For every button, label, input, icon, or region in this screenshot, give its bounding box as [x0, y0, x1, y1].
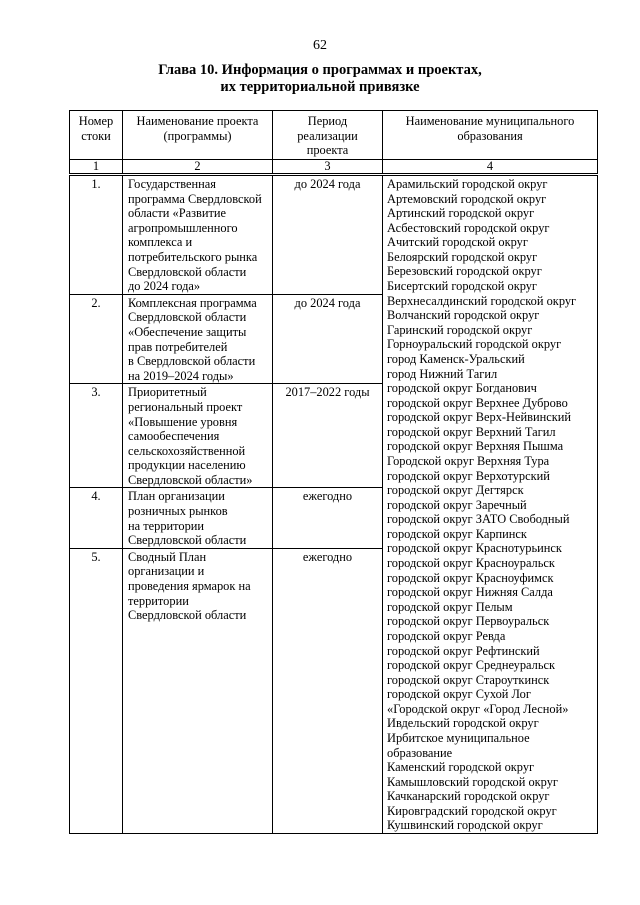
municipality-item: городской округ Первоуральск: [387, 614, 550, 629]
project-name-line: территории: [128, 593, 189, 608]
municipality-item: Ачитский городской округ: [387, 235, 528, 250]
project-name-line: на 2019–2024 годы»: [128, 368, 234, 383]
project-name-line: продукции населению: [128, 458, 246, 473]
table-row: [70, 175, 598, 295]
project-name-line: Сводный План: [128, 549, 207, 564]
project-name-line: сельскохозяйственной: [128, 443, 246, 458]
project-period: до 2024 года: [273, 294, 383, 384]
column-number: 1: [70, 160, 123, 175]
municipality-item: городской округ Верхнее Дуброво: [387, 395, 568, 410]
project-name-line: Свердловской области: [128, 310, 247, 325]
municipality-item: городской округ Верхний Тагил: [387, 424, 556, 439]
municipality-item: Горноуральский городской округ: [387, 337, 562, 352]
municipality-item: образование: [387, 745, 453, 760]
row-number: 5.: [70, 548, 123, 833]
row-number: 3.: [70, 384, 123, 488]
project-name-line: Свердловской области: [128, 264, 247, 279]
municipality-item: город Каменск-Уральский: [387, 351, 525, 366]
municipality-item: Кушвинский городской округ: [387, 818, 543, 833]
municipality-item: Артемовский городской округ: [387, 191, 547, 206]
municipality-item: «Городской округ «Город Лесной»: [387, 701, 569, 716]
municipality-item: Артинский городской округ: [387, 206, 535, 221]
municipality-item: городской округ Среднеуральск: [387, 658, 556, 673]
project-name-line: розничных рынков: [128, 504, 228, 519]
project-name: [123, 175, 273, 295]
projects-table: [69, 110, 598, 834]
project-name-line: потребительского рынка: [128, 249, 258, 264]
chapter-heading-line-1: Глава 10. Информация о программах и проектах,: [158, 62, 482, 78]
project-name-line: до 2024 года»: [128, 279, 201, 294]
municipality-item: городской округ ЗАТО Свободный: [387, 512, 570, 527]
project-period: 2017–2022 годы: [273, 384, 383, 488]
municipality-item: городской округ Красноуральск: [387, 556, 555, 571]
municipality-item: городской округ Ревда: [387, 628, 506, 643]
project-period: до 2024 года: [273, 175, 383, 295]
header-period: Период реализации проекта: [273, 111, 383, 160]
project-name: [123, 294, 273, 384]
municipality-item: городской округ Пелым: [387, 599, 513, 614]
municipality-item: Кировградский городской округ: [387, 803, 557, 818]
project-name-line: Приоритетный: [128, 385, 207, 400]
municipality-item: Арамильский городской округ: [387, 177, 548, 191]
project-name-line: в Свердловской области: [128, 354, 256, 369]
project-name-line: Свердловской области: [128, 608, 247, 623]
project-name-line: агропромышленного: [128, 220, 238, 235]
municipality-item: городской округ Верхотурский: [387, 468, 550, 483]
municipality-item: Бисертский городской округ: [387, 279, 538, 294]
municipality-item: Гаринский городской округ: [387, 322, 533, 337]
project-name-line: Комплексная программа: [128, 295, 257, 310]
project-name: [123, 488, 273, 548]
header-municipality: Наименование муниципального образования: [383, 111, 598, 160]
municipality-item: Верхнесалдинский городской округ: [387, 293, 577, 308]
municipality-item: городской округ Богданович: [387, 381, 537, 396]
municipality-item: городской округ Верхняя Пышма: [387, 439, 564, 454]
header-project-name: Наименование проекта (программы): [123, 111, 273, 160]
project-period: ежегодно: [273, 488, 383, 548]
project-name-line: комплекса и: [128, 235, 193, 250]
project-name-line: «Повышение уровня: [128, 414, 238, 429]
municipality-item: городской округ Сухой Лог: [387, 687, 531, 702]
municipality-item: городской округ Староуткинск: [387, 672, 550, 687]
project-name-line: Свердловской области»: [128, 472, 253, 487]
municipality-item: Каменский городской округ: [387, 760, 535, 775]
project-name-line: Свердловской области: [128, 533, 247, 548]
row-number: 2.: [70, 294, 123, 384]
project-name-line: на территории: [128, 518, 205, 533]
project-period: ежегодно: [273, 548, 383, 833]
municipality-item: Качканарский городской округ: [387, 789, 550, 804]
municipality-item: городской округ Краснотурьинск: [387, 541, 562, 556]
project-name-line: проведения ярмарок на: [128, 579, 251, 594]
page-number: 62: [313, 38, 327, 53]
municipality-item: Белоярский городской округ: [387, 249, 538, 264]
municipality-item: Березовский городской округ: [387, 264, 542, 279]
column-number: 3: [273, 160, 383, 175]
project-name-line: Государственная: [128, 177, 216, 191]
project-name-line: План организации: [128, 489, 225, 504]
municipality-item: городской округ Заречный: [387, 497, 527, 512]
project-name-line: прав потребителей: [128, 339, 228, 354]
project-name: [123, 548, 273, 833]
project-name-line: самообеспечения: [128, 429, 220, 444]
column-number: 4: [383, 160, 598, 175]
municipality-item: городской округ Дегтярск: [387, 483, 524, 498]
municipality-item: городской округ Карпинск: [387, 526, 527, 541]
project-name-line: региональный проект: [128, 399, 243, 414]
municipality-item: Асбестовский городской округ: [387, 220, 550, 235]
project-name: [123, 384, 273, 488]
row-number: 4.: [70, 488, 123, 548]
municipality-item: Ивдельский городской округ: [387, 716, 539, 731]
municipality-item: городской округ Рефтинский: [387, 643, 540, 658]
municipality-item: город Нижний Тагил: [387, 366, 498, 381]
column-number-row: [70, 160, 598, 175]
column-number: 2: [123, 160, 273, 175]
row-number: 1.: [70, 175, 123, 295]
project-name-line: программа Свердловской: [128, 191, 262, 206]
municipality-item: городской округ Верх-Нейвинский: [387, 410, 571, 425]
table-header-row: [70, 111, 598, 160]
municipality-item: Ирбитское муниципальное: [387, 730, 530, 745]
municipality-list: [383, 175, 598, 834]
municipality-item: городской округ Красноуфимск: [387, 570, 554, 585]
project-name-line: «Обеспечение защиты: [128, 324, 247, 339]
municipality-item: Волчанский городской округ: [387, 308, 540, 323]
municipality-item: Городской округ Верхняя Тура: [387, 453, 550, 468]
header-row-number: Номер стоки: [70, 111, 123, 160]
project-name-line: организации и: [128, 564, 205, 579]
municipality-item: городской округ Нижняя Салда: [387, 585, 553, 600]
chapter-heading: [0, 62, 640, 96]
project-name-line: области «Развитие: [128, 206, 227, 221]
municipality-item: Камышловский городской округ: [387, 774, 558, 789]
chapter-heading-line-2: их территориальной привязке: [220, 79, 420, 95]
